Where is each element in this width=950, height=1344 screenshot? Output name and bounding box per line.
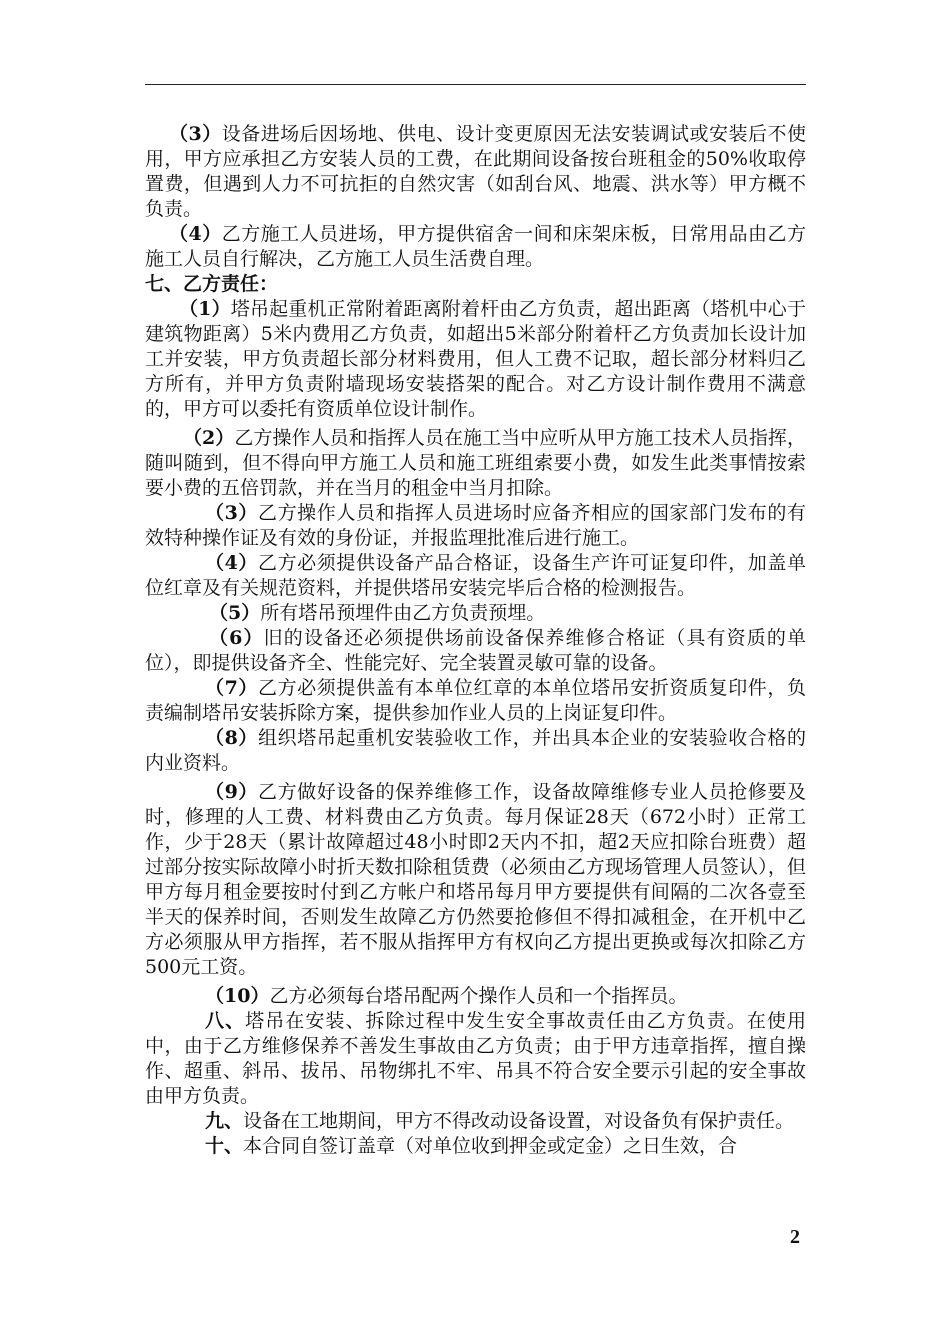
clause-text: 乙方操作人员和指挥人员在施工当中应听从甲方施工技术人员指挥，随叫随到，但不得向甲方施工人员和施工班组索要小费，如发生此类事情按索要小费的五倍罚款，并在当月的租金中当月扣除。: [145, 427, 806, 499]
clause-number: （6）: [209, 627, 264, 649]
section-text: 设备在工地期间，甲方不得改动设备设置，对设备负有保护责任。: [243, 1110, 795, 1132]
clause-text: 乙方做好设备的保养维修工作，设备故障维修专业人员抢修要及时，修理的人工费、材料费由乙方负责。每月保证28天（672小时）正常工作，少于28天（累计故障超过48小时即2天内不扣，超2天应扣除台班费）超过部分按实际故障小时折天数扣除租赁费（必须由乙方现场管理人员签认），但甲方每月租金要按时付到乙方帐户和塔吊每月甲方要提供有间隔的二次各壹至半天的保养时间，否则发生故障乙方仍然要抢修但不得扣减租金，在开机中乙方必须服从甲方指挥，若不服从指挥甲方有权向乙方提出更换或每次扣除乙方500元工资。: [145, 781, 806, 978]
clause-number: （7）: [205, 677, 258, 699]
section-8: [145, 1009, 806, 1109]
clause-7-2: [145, 426, 806, 501]
clause-text: 所有塔吊预埋件由乙方负责预埋。: [260, 602, 546, 624]
clause-7-6: [145, 626, 806, 676]
clause-7-9: [145, 780, 806, 980]
clause-number: （4）: [169, 223, 222, 245]
clause-7-4: [145, 551, 806, 601]
clause-number: （2）: [183, 427, 235, 449]
header-rule: [145, 84, 806, 85]
section-9: [145, 1109, 806, 1134]
clause-number: （5）: [209, 602, 261, 624]
contract-body: [145, 122, 806, 1159]
clause-number: （10）: [205, 985, 270, 1007]
section-7-heading: [145, 272, 806, 297]
clause-text: 乙方操作人员和指挥人员进场时应备齐相应的国家部门发布的有效特种操作证及有效的身份证，并报监理批准后进行施工。: [145, 502, 806, 549]
clause-number: （8）: [205, 727, 258, 749]
clause-7-3: [145, 501, 806, 551]
clause-text: 设备进场后因场地、供电、设计变更原因无法安装调试或安装后不使用，甲方应承担乙方安装人员的工费，在此期间设备按台班租金的50%收取停置费，但遇到人力不可抗拒的自然灾害（如刮台风、地震、洪水等）甲方概不负责。: [145, 123, 806, 220]
section-colon: ：: [259, 273, 279, 295]
clause-text: 乙方施工人员进场，甲方提供宿舍一间和床架床板，日常用品由乙方施工人员自行解决，乙方施工人员生活费自理。: [145, 223, 806, 270]
clause-text: 乙方必须提供盖有本单位红章的本单位塔吊安折资质复印件，负责编制塔吊安装拆除方案，提供参加作业人员的上岗证复印件。: [145, 677, 806, 724]
clause-6-3: [145, 122, 806, 222]
clause-7-8: [145, 726, 806, 776]
clause-7-5: [145, 601, 806, 626]
clause-7-7: [145, 676, 806, 726]
section-text: 塔吊在安装、拆除过程中发生安全事故责任由乙方负责。在使用中，由于乙方维修保养不善发生事故由乙方负责；由于甲方违章指挥，擅自操作、超重、斜吊、拔吊、吊物绑扎不牢、吊具不符合安全要示引起的安全事故由甲方负责。: [145, 1010, 806, 1107]
clause-text: 塔吊起重机正常附着距离附着杆由乙方负责，超出距离（塔机中心于建筑物距离）5米内费用乙方负责，如超出5米部分附着杆乙方负责加长设计加工并安装，甲方负责超长部分材料费用，但人工费不记取，超长部分材料归乙方所有，并甲方负责附墙现场安装搭架的配合。对乙方设计制作费用不满意的，甲方可以委托有资质单位设计制作。: [145, 298, 806, 420]
section-10: [145, 1134, 806, 1159]
section-number: 九、: [205, 1110, 244, 1132]
section-number: 八、: [205, 1010, 246, 1032]
clause-number: （3）: [169, 123, 222, 145]
clause-number: （4）: [205, 552, 258, 574]
page-number: 2: [790, 1226, 800, 1248]
clause-text: 旧的设备还必须提供场前设备保养维修合格证（具有资质的单位），即提供设备齐全、性能完好、完全装置灵敏可靠的设备。: [145, 627, 806, 674]
section-title: 七、乙方责任: [145, 273, 260, 295]
section-number: 十、: [205, 1135, 244, 1157]
clause-text: 组织塔吊起重机安装验收工作，并出具本企业的安装验收合格的内业资料。: [145, 727, 806, 774]
clause-text: 乙方必须提供设备产品合格证，设备生产许可证复印件，加盖单位红章及有关规范资料，并提供塔吊安装完毕后合格的检测报告。: [145, 552, 806, 599]
clause-7-10: [145, 984, 806, 1009]
clause-6-4: [145, 222, 806, 272]
clause-7-1: [145, 297, 806, 422]
clause-number: （3）: [205, 502, 258, 524]
clause-number: （9）: [205, 781, 258, 803]
clause-number: （1）: [179, 298, 231, 320]
clause-text: 乙方必须每台塔吊配两个操作人员和一个指挥员。: [269, 985, 688, 1007]
section-text: 本合同自签订盖章（对单位收到押金或定金）之日生效，合: [243, 1135, 738, 1157]
